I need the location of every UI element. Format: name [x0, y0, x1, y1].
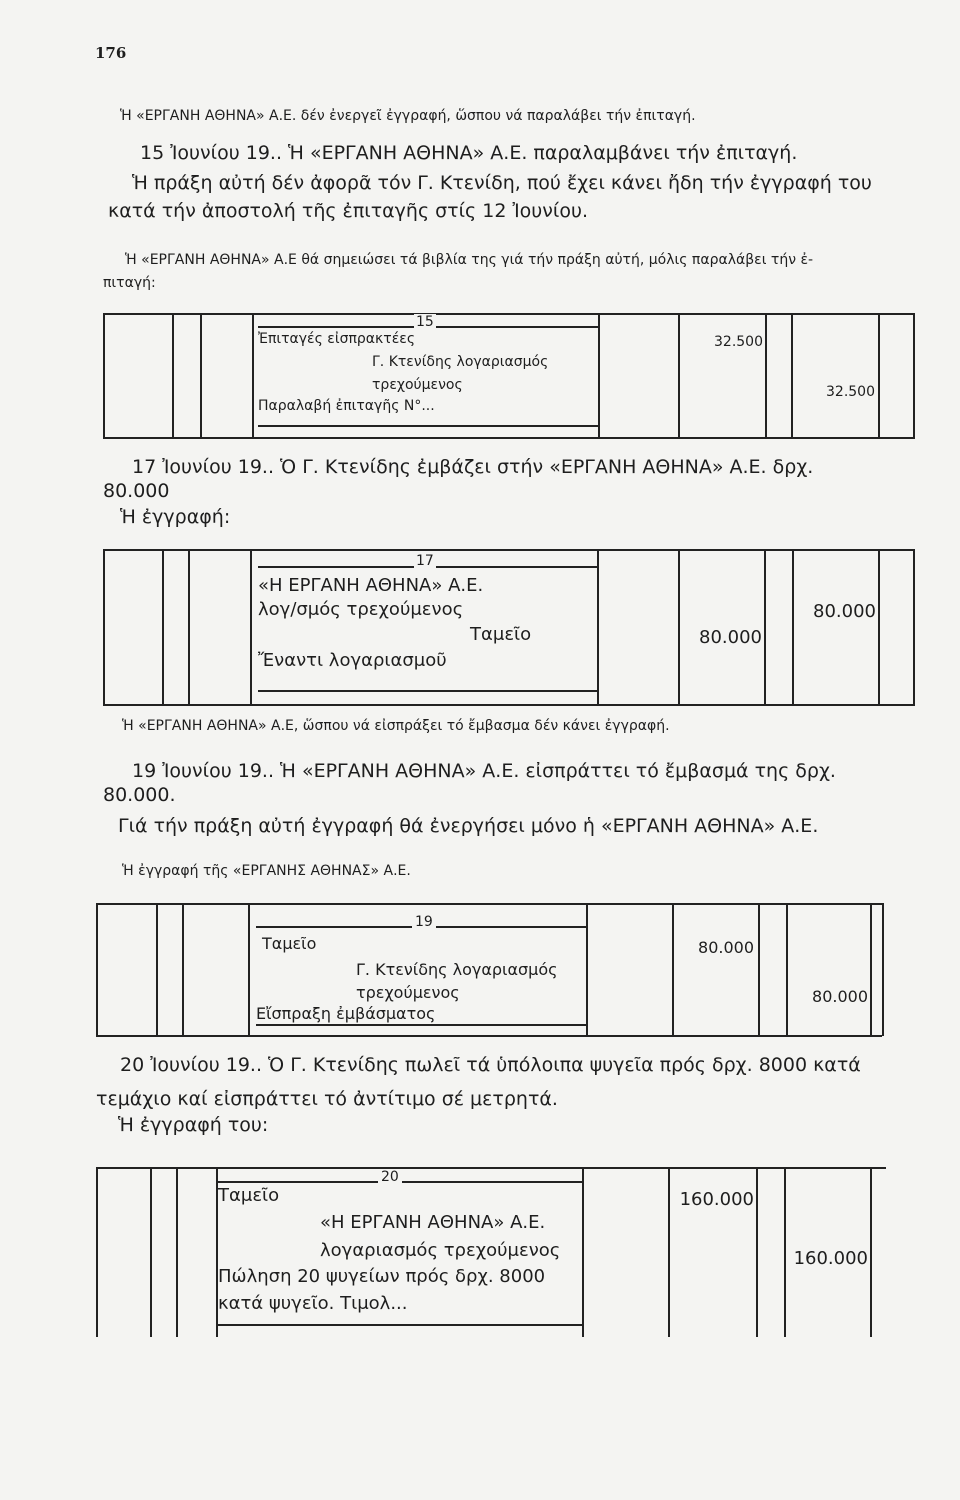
entry-day: 19 [412, 914, 436, 930]
paragraph-text: Ἡ ἐγγραφή τῆς «ΕΡΓΑΝΗΣ ΑΘΗΝΑΣ» Α.Ε. [122, 863, 411, 879]
credit-account: λογαριασμός τρεχούμενος [320, 1240, 561, 1261]
debit-amount: 80.000 [698, 938, 754, 957]
paragraph-text: κατά τήν ἀποστολή τῆς ἐπιταγῆς στίς 12 Ἰουνίου. [108, 200, 588, 222]
column-rule [156, 903, 158, 1036]
credit-account: Γ. Κτενίδης λογαριασμός [372, 354, 549, 370]
credit-account: τρεχούμενος [356, 983, 460, 1002]
column-rule [103, 549, 105, 705]
credit-amount: 80.000 [813, 601, 876, 622]
column-rule [200, 313, 202, 438]
paragraph-text: Ἡ πράξη αὐτή δέν ἀφορᾶ τόν Γ. Κτενίδη, πού ἔχει κάνει ἤδη τήν ἐγγραφή του [132, 172, 872, 194]
column-rule [882, 903, 884, 1036]
table-border [103, 313, 915, 315]
debit-account: Ἐπιταγές εἰσπρακτέες [258, 331, 416, 347]
table-border [96, 1035, 882, 1037]
narration: κατά ψυγεῖο. Τιμολ... [218, 1293, 408, 1314]
column-rule [586, 903, 588, 1036]
narration: Πώληση 20 ψυγείων πρός δρχ. 8000 [218, 1266, 546, 1287]
entry-day: 20 [378, 1169, 402, 1185]
table-border [96, 1167, 886, 1169]
debit-account: «Η ΕΡΓΑΝΗ ΑΘΗΝΑ» Α.Ε. [258, 575, 484, 596]
column-rule [870, 903, 872, 1036]
paragraph-text: 20 Ἰουνίου 19.. Ὁ Γ. Κτενίδης πωλεῖ τά ὑπόλοιπα ψυγεῖα πρός δρχ. 8000 κατά [120, 1054, 861, 1076]
column-rule [182, 903, 184, 1036]
entry-day: 17 [416, 553, 434, 569]
debit-amount: 80.000 [699, 627, 762, 648]
credit-account: τρεχούμενος [372, 377, 463, 393]
page-number: 176 [95, 44, 127, 62]
paragraph-text: πιταγή: [103, 275, 156, 291]
narration: Ἔναντι λογαριασμοῦ [258, 650, 447, 671]
column-rule [765, 313, 767, 438]
paragraph-text: 19 Ἰουνίου 19.. Ἡ «ΕΡΓΑΝΗ ΑΘΗΝΑ» Α.Ε. εἰσπράττει τό ἔμβασμά της δρχ. [132, 760, 836, 782]
column-rule [870, 1167, 872, 1337]
column-rule [582, 1167, 584, 1337]
debit-account: Ταμεῖο [262, 934, 317, 953]
column-rule [248, 903, 250, 1036]
credit-account: Ταμεῖο [470, 624, 532, 645]
column-rule [96, 903, 98, 1036]
column-rule [878, 313, 880, 438]
column-rule [597, 549, 599, 705]
column-rule [786, 903, 788, 1036]
debit-amount: 32.500 [714, 334, 763, 350]
column-rule [678, 313, 680, 438]
credit-account: «Η ΕΡΓΑΝΗ ΑΘΗΝΑ» Α.Ε. [320, 1212, 546, 1233]
column-rule [756, 1167, 758, 1337]
column-rule [188, 549, 190, 705]
paragraph-text: Ἡ ἐγγραφή: [120, 506, 231, 528]
paragraph-text: 80.000. [103, 784, 176, 806]
paragraph-text: Ἡ «ΕΡΓΑΝΗ ΑΘΗΝΑ» Α.Ε. δέν ἐνεργεῖ ἐγγραφή, ὥσπου νά παραλάβει τήν ἐπιταγή. [120, 108, 696, 124]
debit-account: Ταμεῖο [218, 1185, 280, 1206]
column-rule [150, 1167, 152, 1337]
column-rule [758, 903, 760, 1036]
paragraph-text: 80.000 [103, 480, 170, 502]
column-rule [913, 313, 915, 438]
credit-amount: 160.000 [793, 1248, 868, 1269]
column-rule [913, 549, 915, 705]
narration: Παραλαβή ἐπιταγῆς N°... [258, 398, 435, 414]
column-rule [791, 313, 793, 438]
column-rule [764, 549, 766, 705]
paragraph-text: τεμάχιο καί εἰσπράττει τό ἀντίτιμο σέ μετρητά. [96, 1088, 558, 1110]
narration: Εἴσπραξη ἐμβάσματος [256, 1004, 436, 1023]
entry-end-rule [256, 1024, 586, 1026]
column-rule [162, 549, 164, 705]
column-rule [250, 549, 252, 705]
column-rule [678, 549, 680, 705]
entry-day: 15 [416, 314, 434, 330]
column-rule [172, 313, 174, 438]
credit-account: Γ. Κτενίδης λογαριασμός [356, 960, 558, 979]
column-rule [598, 313, 600, 438]
column-rule [252, 313, 254, 438]
column-rule [792, 549, 794, 705]
paragraph-text: 17 Ἰουνίου 19.. Ὁ Γ. Κτενίδης ἐμβάζει στήν «ΕΡΓΑΝΗ ΑΘΗΝΑ» Α.Ε. δρχ. [132, 456, 814, 478]
paragraph-text: Ἡ «ΕΡΓΑΝΗ ΑΘΗΝΑ» Α.Ε θά σημειώσει τά βιβλία της γιά τήν πράξη αὐτή, μόλις παραλάβει τήν ἐ- [125, 252, 814, 268]
column-rule [878, 549, 880, 705]
column-rule [672, 903, 674, 1036]
table-border [103, 437, 915, 439]
paragraph-text: Ἡ «ΕΡΓΑΝΗ ΑΘΗΝΑ» Α.Ε, ὥσπου νά εἰσπράξει τό ἔμβασμα δέν κάνει ἐγγραφή. [122, 718, 670, 734]
paragraph-text: Ἡ ἐγγραφή του: [118, 1114, 269, 1136]
entry-end-rule [258, 425, 598, 427]
column-rule [176, 1167, 178, 1337]
column-rule [103, 313, 105, 438]
column-rule [96, 1167, 98, 1337]
paragraph-text: 15 Ἰουνίου 19.. Ἡ «ΕΡΓΑΝΗ ΑΘΗΝΑ» Α.Ε. παραλαμβάνει τήν ἐπιταγή. [140, 142, 798, 164]
entry-end-rule [258, 690, 597, 692]
credit-amount: 32.500 [826, 384, 875, 400]
table-border [96, 903, 882, 905]
paragraph-text: Γιά τήν πράξη αὐτή ἐγγραφή θά ἐνεργήσει μόνο ἡ «ΕΡΓΑΝΗ ΑΘΗΝΑ» Α.Ε. [118, 815, 819, 837]
debit-amount: 160.000 [679, 1189, 754, 1210]
debit-account: λογ/σμός τρεχούμενος [258, 599, 464, 620]
credit-amount: 80.000 [812, 987, 868, 1006]
entry-end-rule [216, 1324, 582, 1326]
